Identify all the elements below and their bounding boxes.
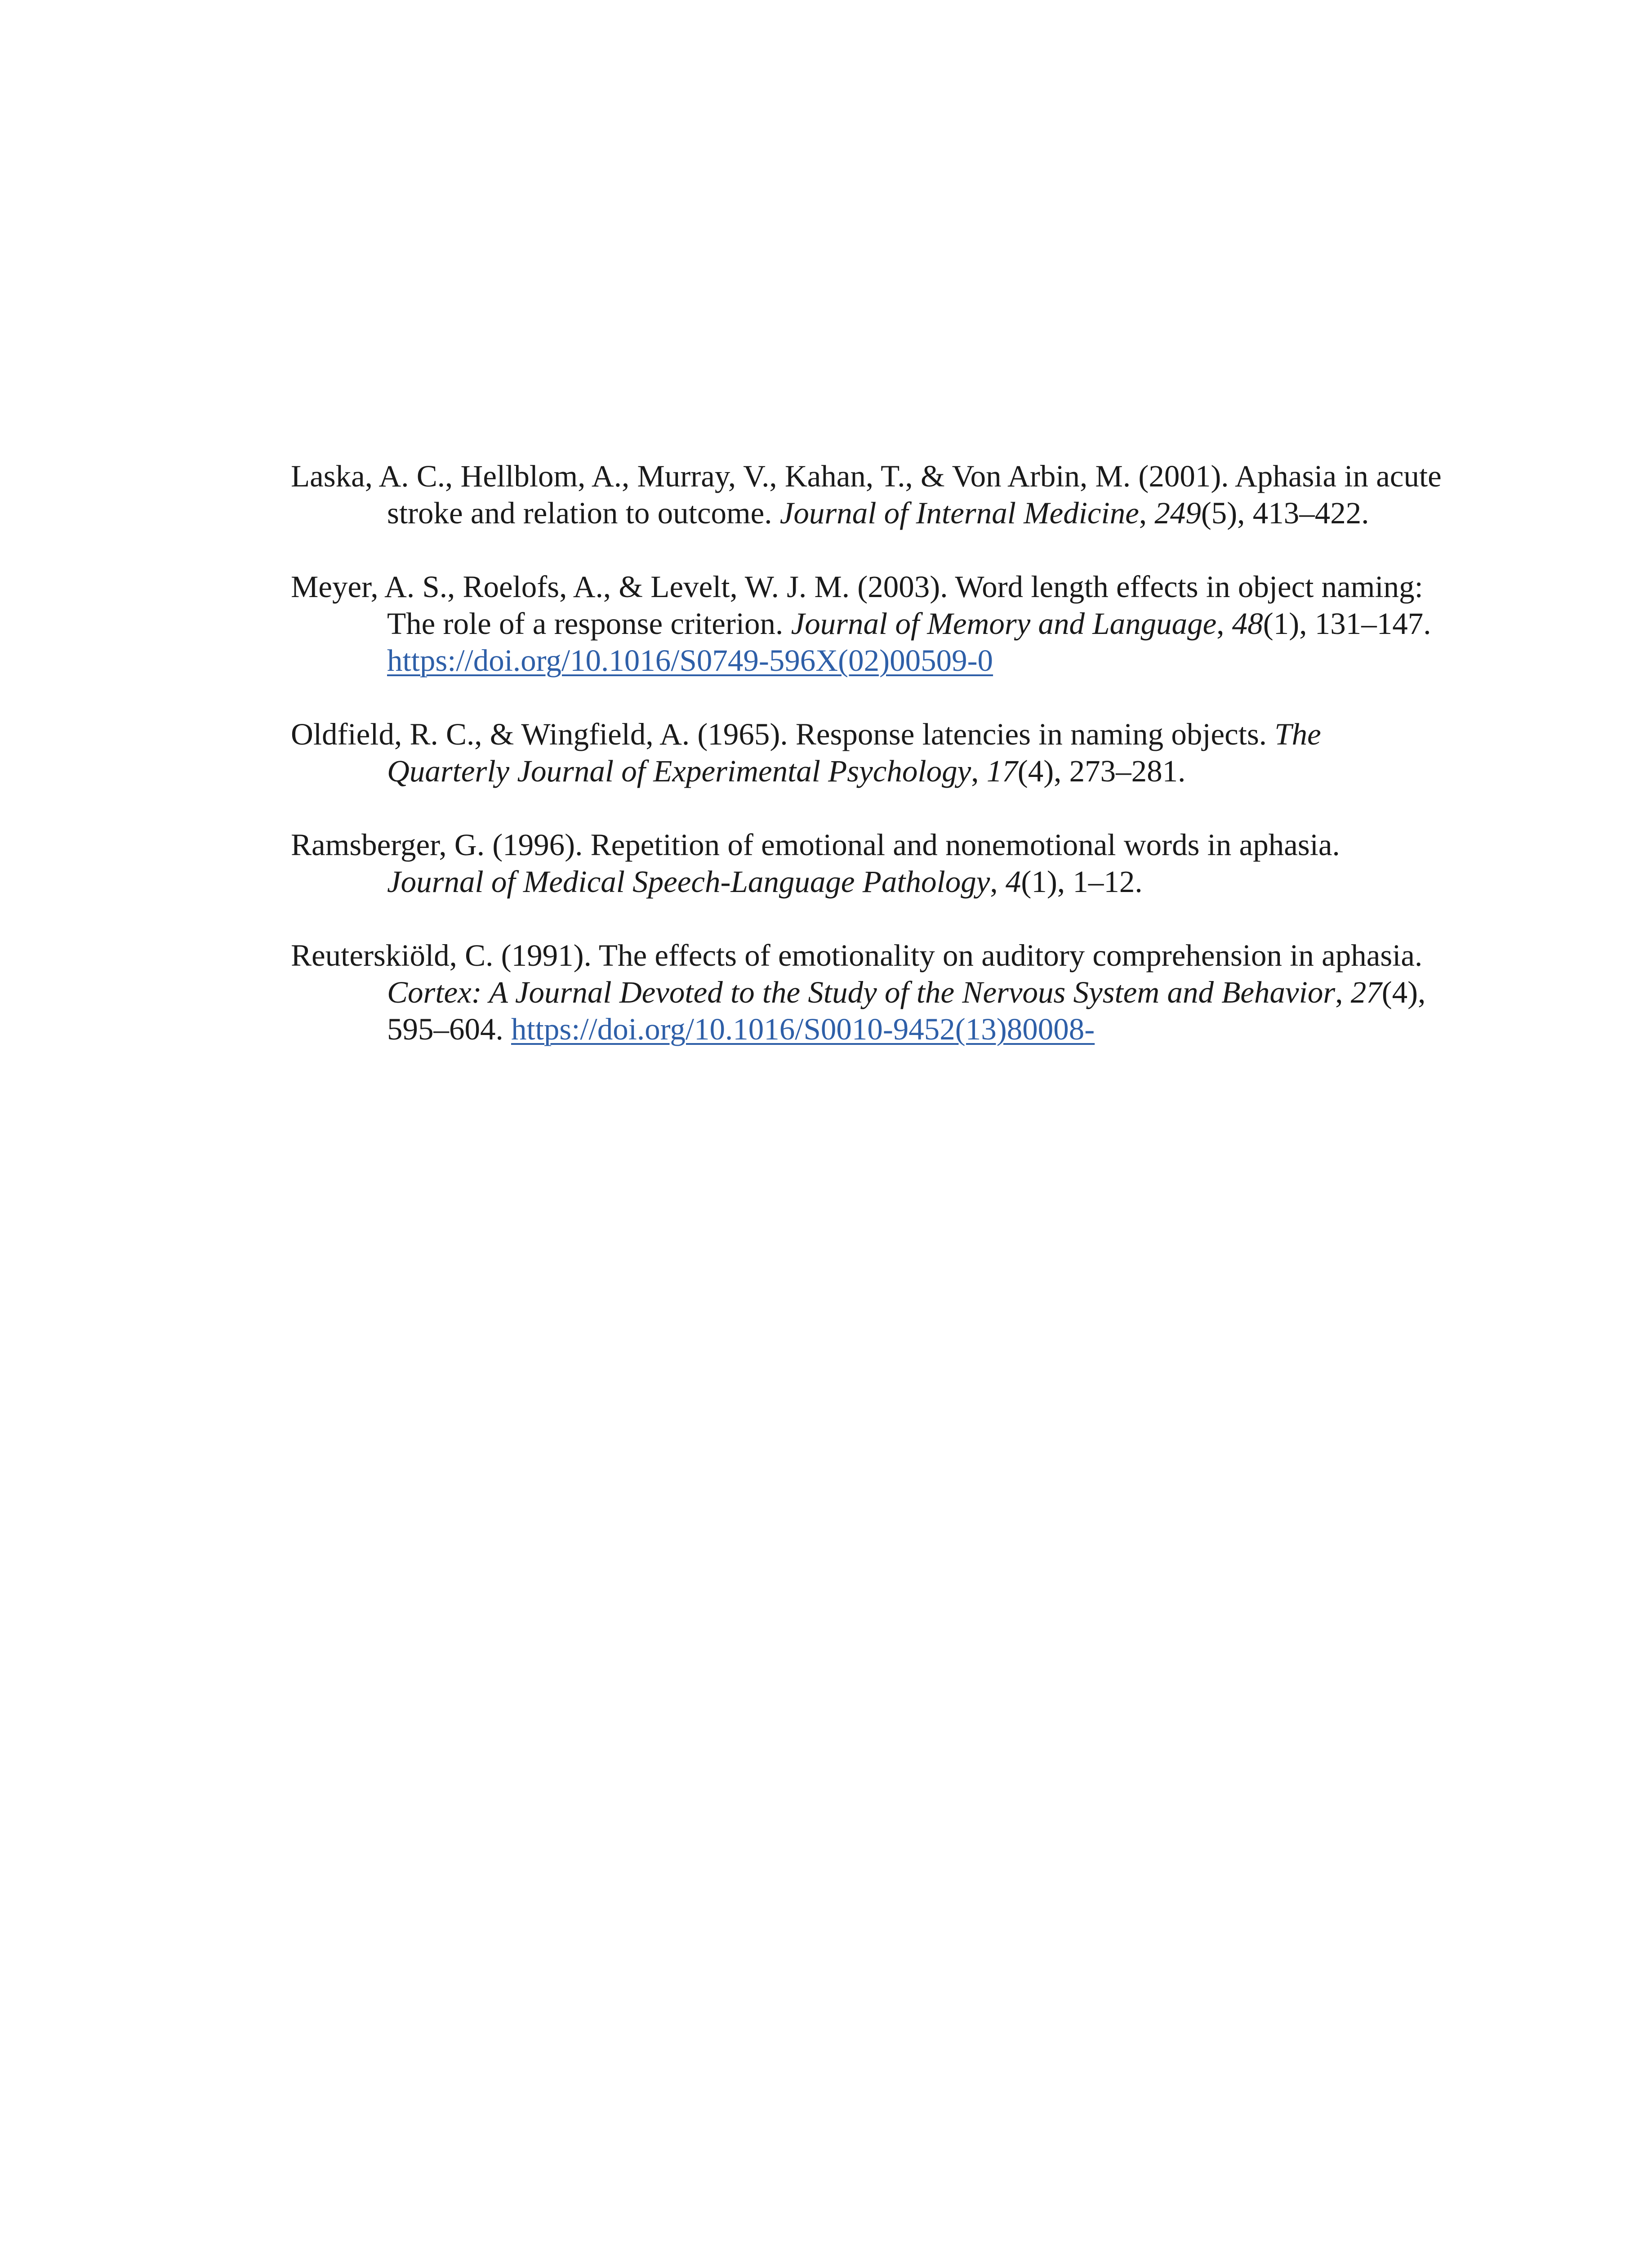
reference-pages: (4), 273–281. — [1017, 754, 1186, 788]
journal-volume: 249 — [1154, 496, 1201, 530]
reference-text: Meyer, A. S., Roelofs, A., & Levelt, W. J. M. (2003). Word length effects in object naming: The role of a response criterion. — [291, 570, 1423, 641]
journal-title: Journal of Medical Speech-Language Pathology — [387, 865, 990, 899]
reference-text: Ramsberger, G. (1996). Repetition of emotional and nonemotional words in aphasia. — [291, 828, 1340, 862]
reference-oldfield-1965: Oldfield, R. C., & Wingfield, A. (1965). Response latencies in naming objects. The Quarterly Journal of Experimental Psychology, 17(4), 273–281. — [291, 717, 1321, 788]
reference-pages: (5), 413–422. — [1201, 496, 1369, 530]
reference-laska-2001: Laska, A. C., Hellblom, A., Murray, V., Kahan, T., & Von Arbin, M. (2001). Aphasia in acute stroke and relation to outcome. Journal of Internal Medicine, 249(5), 413–422. — [291, 459, 1442, 530]
journal-volume: 4 — [1005, 865, 1021, 899]
reference-pages: (1), 131–147. — [1263, 607, 1431, 641]
reference-list — [291, 458, 1442, 1084]
reference-reuterskiold-1991: Reuterskiöld, C. (1991). The effects of emotionality on auditory comprehension in aphasia. Cortex: A Journal Devoted to the Study of the Nervous System and Behavior, 27(4), 595–604. https://doi.org/10.1016/S0010-9452(13)80008- — [291, 938, 1426, 1046]
reference-text: Laska, A. C., Hellblom, A., Murray, V., Kahan, T., & Von Arbin, M. (2001). Aphasia in acute stroke and relation to outcome. — [291, 459, 1442, 530]
journal-volume: 17 — [986, 754, 1018, 788]
doi-link[interactable]: https://doi.org/10.1016/S0749-596X(02)00509-0 — [387, 643, 993, 678]
reference-pages: (4), 595–604. — [387, 975, 1426, 1046]
reference-text: Oldfield, R. C., & Wingfield, A. (1965). Response latencies in naming objects. — [291, 717, 1275, 751]
journal-title: Cortex: A Journal Devoted to the Study of the Nervous System and Behavior — [387, 975, 1336, 1009]
reference-meyer-2003: Meyer, A. S., Roelofs, A., & Levelt, W. J. M. (2003). Word length effects in object naming: The role of a response criterion. Journal of Memory and Language, 48(1), 131–147. https://doi.org/10.1016/S0749-596X(02)00509-0 — [291, 570, 1431, 678]
reference-pages: (1), 1–12. — [1021, 865, 1143, 899]
journal-volume: 48 — [1232, 607, 1263, 641]
journal-title: Journal of Memory and Language — [791, 607, 1217, 641]
journal-volume: 27 — [1350, 975, 1382, 1009]
doi-link[interactable]: https://doi.org/10.1016/S0010-9452(13)80008- — [511, 1012, 1095, 1046]
journal-title: Journal of Internal Medicine — [779, 496, 1139, 530]
journal-title: The Quarterly Journal of Experimental Psychology — [387, 717, 1321, 788]
reference-ramsberger-1996: Ramsberger, G. (1996). Repetition of emotional and nonemotional words in aphasia. Journal of Medical Speech-Language Pathology, 4(1), 1–12. — [291, 828, 1340, 899]
reference-text: Reuterskiöld, C. (1991). The effects of emotionality on auditory comprehension in aphasia. — [291, 938, 1423, 972]
